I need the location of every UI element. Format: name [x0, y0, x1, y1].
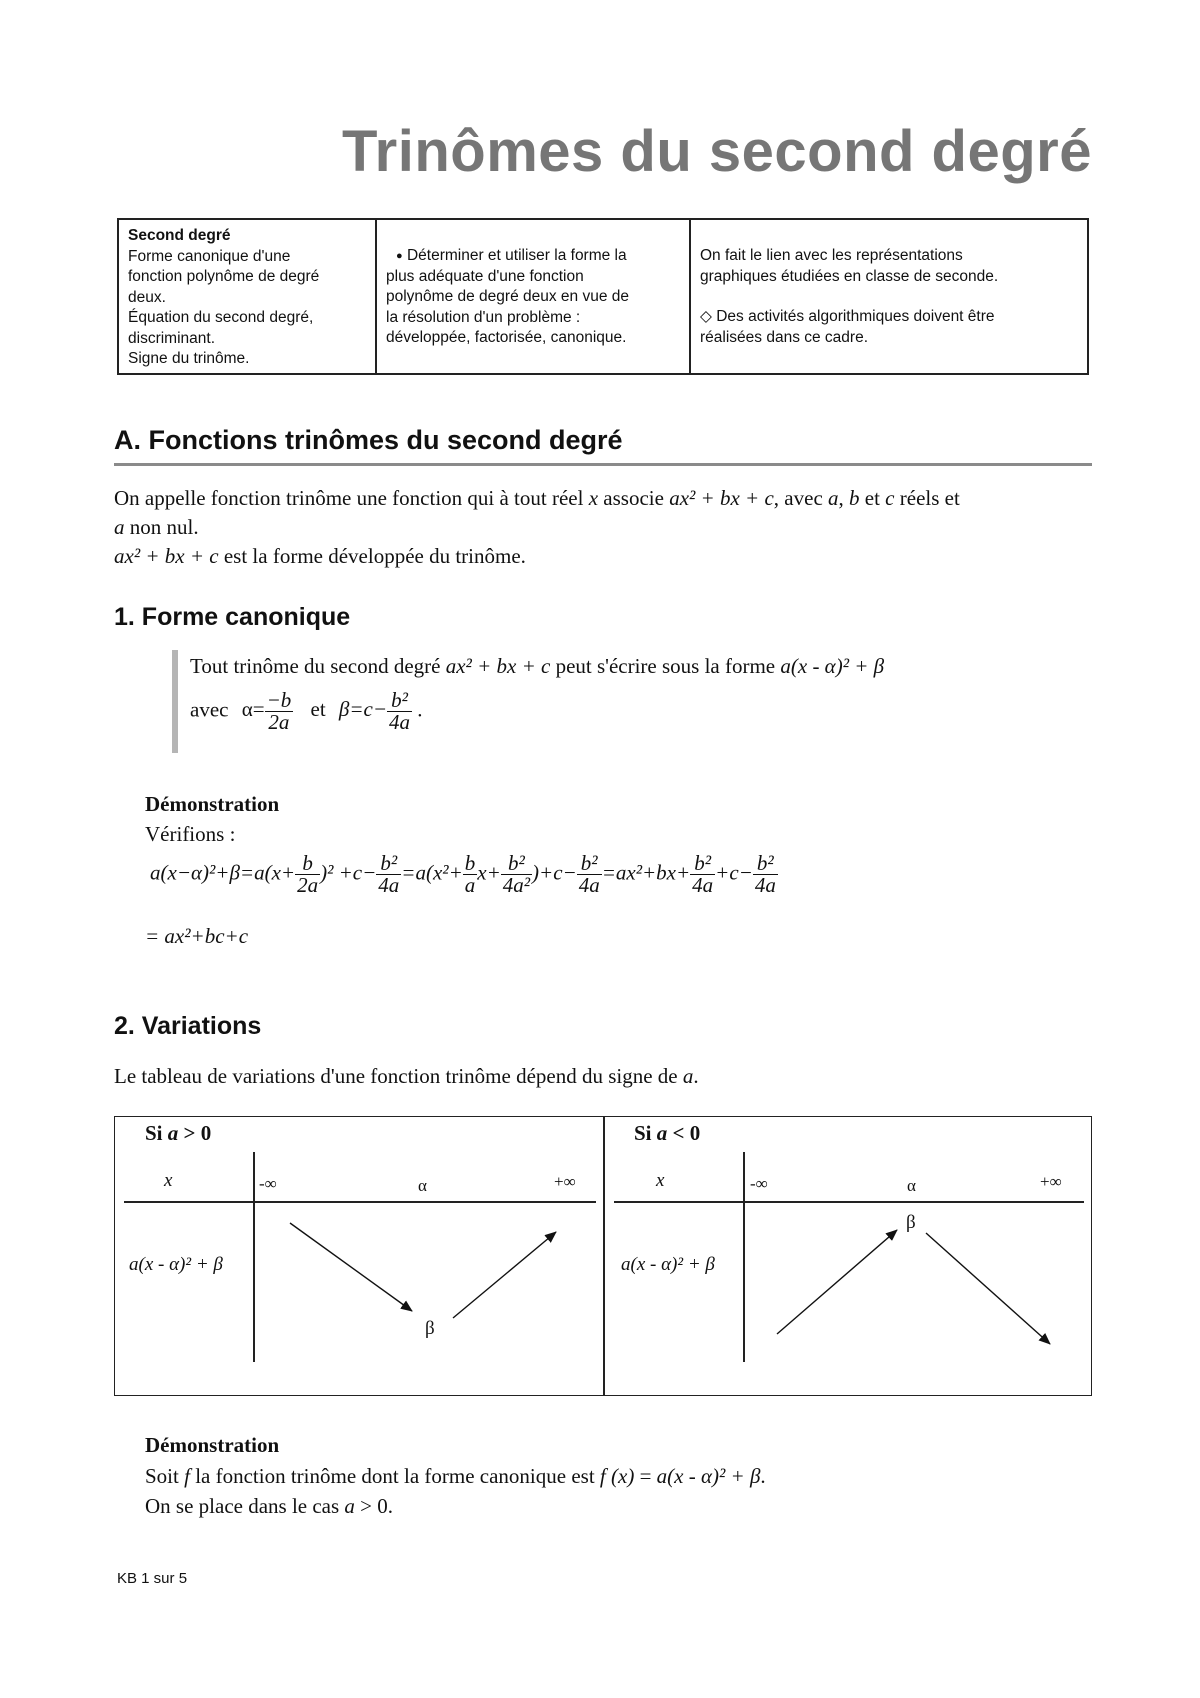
var: a: [828, 486, 839, 510]
var: x: [588, 486, 599, 510]
numerator: b²: [387, 690, 412, 712]
eq-fraction: [690, 853, 715, 896]
var: a: [167, 1121, 179, 1145]
eq-part: )² +c−: [320, 860, 377, 885]
curriculum-line: deux.: [128, 288, 166, 306]
increasing-decreasing-arrows: [750, 1208, 1086, 1358]
expression: ax² + bx + c: [114, 544, 219, 568]
curriculum-line: Déterminer et utiliser la forme la: [406, 247, 627, 264]
numerator: b²: [376, 853, 401, 875]
demo-equation-line1: [150, 853, 778, 896]
x-label: x: [656, 1170, 665, 1191]
eq-fraction: [376, 853, 401, 896]
expression: a(x - α)² + β: [780, 654, 885, 678]
expression: ax² + bx + c: [445, 654, 551, 678]
page-footer: KB 1 sur 5: [117, 1570, 188, 1587]
section-rule: [114, 463, 1092, 466]
minus-infinity: -∞: [259, 1174, 277, 1193]
eq-part: =a(x²+: [401, 860, 463, 885]
demo-equation-line2: = ax²+bc+c: [145, 924, 249, 948]
text: .: [417, 697, 423, 722]
text: est la forme développée du trinôme.: [218, 544, 526, 568]
text: avec: [190, 697, 229, 722]
denominator: 4a²: [502, 873, 531, 897]
var: b: [849, 486, 860, 510]
curriculum-line: Signe du trinôme.: [128, 350, 250, 367]
table-hline: [124, 1201, 596, 1203]
numerator: b²: [690, 853, 715, 875]
eq-fraction: [295, 853, 320, 896]
decreasing-arrow: [290, 1223, 412, 1311]
demo-title: Démonstration: [145, 792, 280, 816]
text: et: [310, 697, 326, 722]
text: .: [693, 1064, 699, 1088]
curriculum-line: graphiques étudiées en classe de seconde.: [700, 267, 999, 285]
expression: f (x): [599, 1464, 635, 1488]
curriculum-line: fonction polynôme de degré: [128, 268, 320, 285]
eq-fraction: [463, 853, 478, 896]
curriculum-line: développée, factorisée, canonique.: [386, 329, 627, 346]
denominator: 4a: [692, 873, 714, 897]
alpha-fraction: [265, 690, 294, 733]
numerator: −b: [266, 688, 292, 712]
var: c: [885, 486, 895, 510]
theorem-bar: [172, 650, 178, 753]
text: , avec: [773, 486, 829, 510]
theorem-statement: [190, 652, 1090, 681]
bullet-icon: ●: [396, 250, 403, 262]
text: ,: [838, 486, 850, 510]
expression: a(x - α)² + β: [656, 1464, 761, 1488]
table-vline: [743, 1152, 745, 1362]
subsection-1-heading: 1. Forme canonique: [114, 603, 351, 631]
beta-lhs: β=c−: [338, 697, 388, 722]
curriculum-line: plus adéquate d'une fonction: [386, 267, 584, 285]
beta-label: β: [425, 1318, 435, 1339]
text: < 0: [667, 1121, 701, 1145]
text: > 0: [178, 1121, 212, 1145]
eq-part: x+: [477, 860, 501, 885]
page-title: Trinômes du second degré: [341, 119, 1092, 184]
alpha-lhs: α=: [241, 697, 265, 722]
denominator: 2a: [297, 873, 319, 897]
text: .: [760, 1464, 766, 1488]
plus-infinity: +∞: [554, 1172, 576, 1191]
alpha-label: α: [907, 1176, 916, 1195]
eq-fraction: [753, 853, 778, 896]
numerator: b²: [753, 853, 778, 875]
curriculum-line: la résolution d'un problème :: [386, 308, 581, 326]
variation-divider: [603, 1116, 605, 1396]
text: Soit: [145, 1464, 185, 1488]
denominator: 4a: [754, 873, 776, 897]
text: On se place dans le cas: [145, 1494, 345, 1518]
section-a-definition: [114, 484, 1094, 571]
text: associe: [598, 486, 670, 510]
denominator: 2a: [268, 710, 290, 734]
curriculum-content-column: [119, 220, 375, 373]
denominator: 4a: [378, 873, 400, 897]
variations-intro: [114, 1062, 699, 1091]
increasing-arrow: [777, 1230, 897, 1334]
eq-fraction: [577, 853, 602, 896]
text: réels et: [894, 486, 960, 510]
text: Si: [634, 1121, 657, 1145]
curriculum-line: polynôme de degré deux en vue de: [386, 288, 630, 305]
denominator: a: [464, 873, 476, 897]
case-positive-label: [145, 1119, 211, 1148]
curriculum-line: réalisées dans ce cadre.: [700, 328, 869, 346]
numerator: b: [464, 851, 476, 875]
diamond-icon: ◇: [700, 308, 712, 325]
curriculum-line: discriminant.: [128, 329, 215, 347]
function-label: a(x - α)² + β: [129, 1254, 223, 1275]
section-a-heading: A. Fonctions trinômes du second degré: [114, 425, 623, 455]
function-label: a(x - α)² + β: [621, 1254, 715, 1275]
curriculum-line: Forme canonique d'une: [128, 247, 291, 265]
plus-infinity: +∞: [1040, 1172, 1062, 1191]
increasing-arrow: [453, 1232, 556, 1318]
curriculum-table: [117, 218, 1089, 375]
numerator: b²: [577, 853, 602, 875]
text: et: [859, 486, 886, 510]
alpha-label: α: [418, 1176, 427, 1195]
text: non nul.: [124, 515, 199, 539]
curriculum-line: Des activités algorithmiques doivent être: [716, 308, 995, 325]
eq-part: )+c−: [532, 860, 577, 885]
var: a: [656, 1121, 668, 1145]
denominator: 4a: [389, 710, 411, 734]
curriculum-line: On fait le lien avec les représentations: [700, 247, 963, 264]
numerator: b²: [501, 853, 532, 875]
subsection-2-heading: 2. Variations: [114, 1012, 262, 1040]
curriculum-comments-column: [689, 220, 1087, 373]
case-negative-label: [634, 1119, 700, 1148]
text: =: [634, 1464, 657, 1488]
table-hline: [614, 1201, 1084, 1203]
text: Si: [145, 1121, 168, 1145]
decreasing-increasing-arrows: [260, 1208, 596, 1358]
x-label: x: [164, 1170, 173, 1191]
demo-2-line2: [145, 1492, 393, 1521]
eq-fraction: [501, 853, 532, 896]
curriculum-skills-column: [375, 220, 689, 373]
denominator: 4a: [578, 873, 600, 897]
eq-part: =ax²+bx+: [601, 860, 691, 885]
verify-label: Vérifions :: [145, 822, 236, 846]
eq-part: +c−: [715, 860, 753, 885]
var: a: [682, 1064, 694, 1088]
curriculum-line: Équation du second degré,: [128, 309, 314, 326]
var: f: [184, 1464, 190, 1488]
text: On appelle fonction trinôme une fonction qui à tout réel: [114, 486, 589, 510]
decreasing-arrow: [926, 1233, 1050, 1344]
demo-2-line1: [145, 1462, 766, 1491]
var: a: [344, 1494, 355, 1518]
minus-infinity: -∞: [750, 1174, 768, 1193]
table-vline: [253, 1152, 255, 1362]
text: > 0.: [354, 1494, 394, 1518]
text: Le tableau de variations d'une fonction trinôme dépend du signe de: [114, 1064, 683, 1088]
expression: ax² + bx + c: [669, 486, 774, 510]
demo-title-2: Démonstration: [145, 1433, 280, 1457]
text: Tout trinôme du second degré: [190, 654, 446, 678]
theorem-formulas: [190, 690, 423, 733]
numerator: b: [295, 853, 320, 875]
beta-label: β: [906, 1212, 916, 1233]
beta-fraction: [387, 690, 412, 733]
eq-part: a(x−α)²+β=a(x+: [150, 860, 296, 885]
var: a: [114, 515, 125, 539]
text: la fonction trinôme dont la forme canonique est: [189, 1464, 600, 1488]
curriculum-heading: Second degré: [128, 227, 231, 244]
text: peut s'écrire sous la forme: [550, 654, 781, 678]
